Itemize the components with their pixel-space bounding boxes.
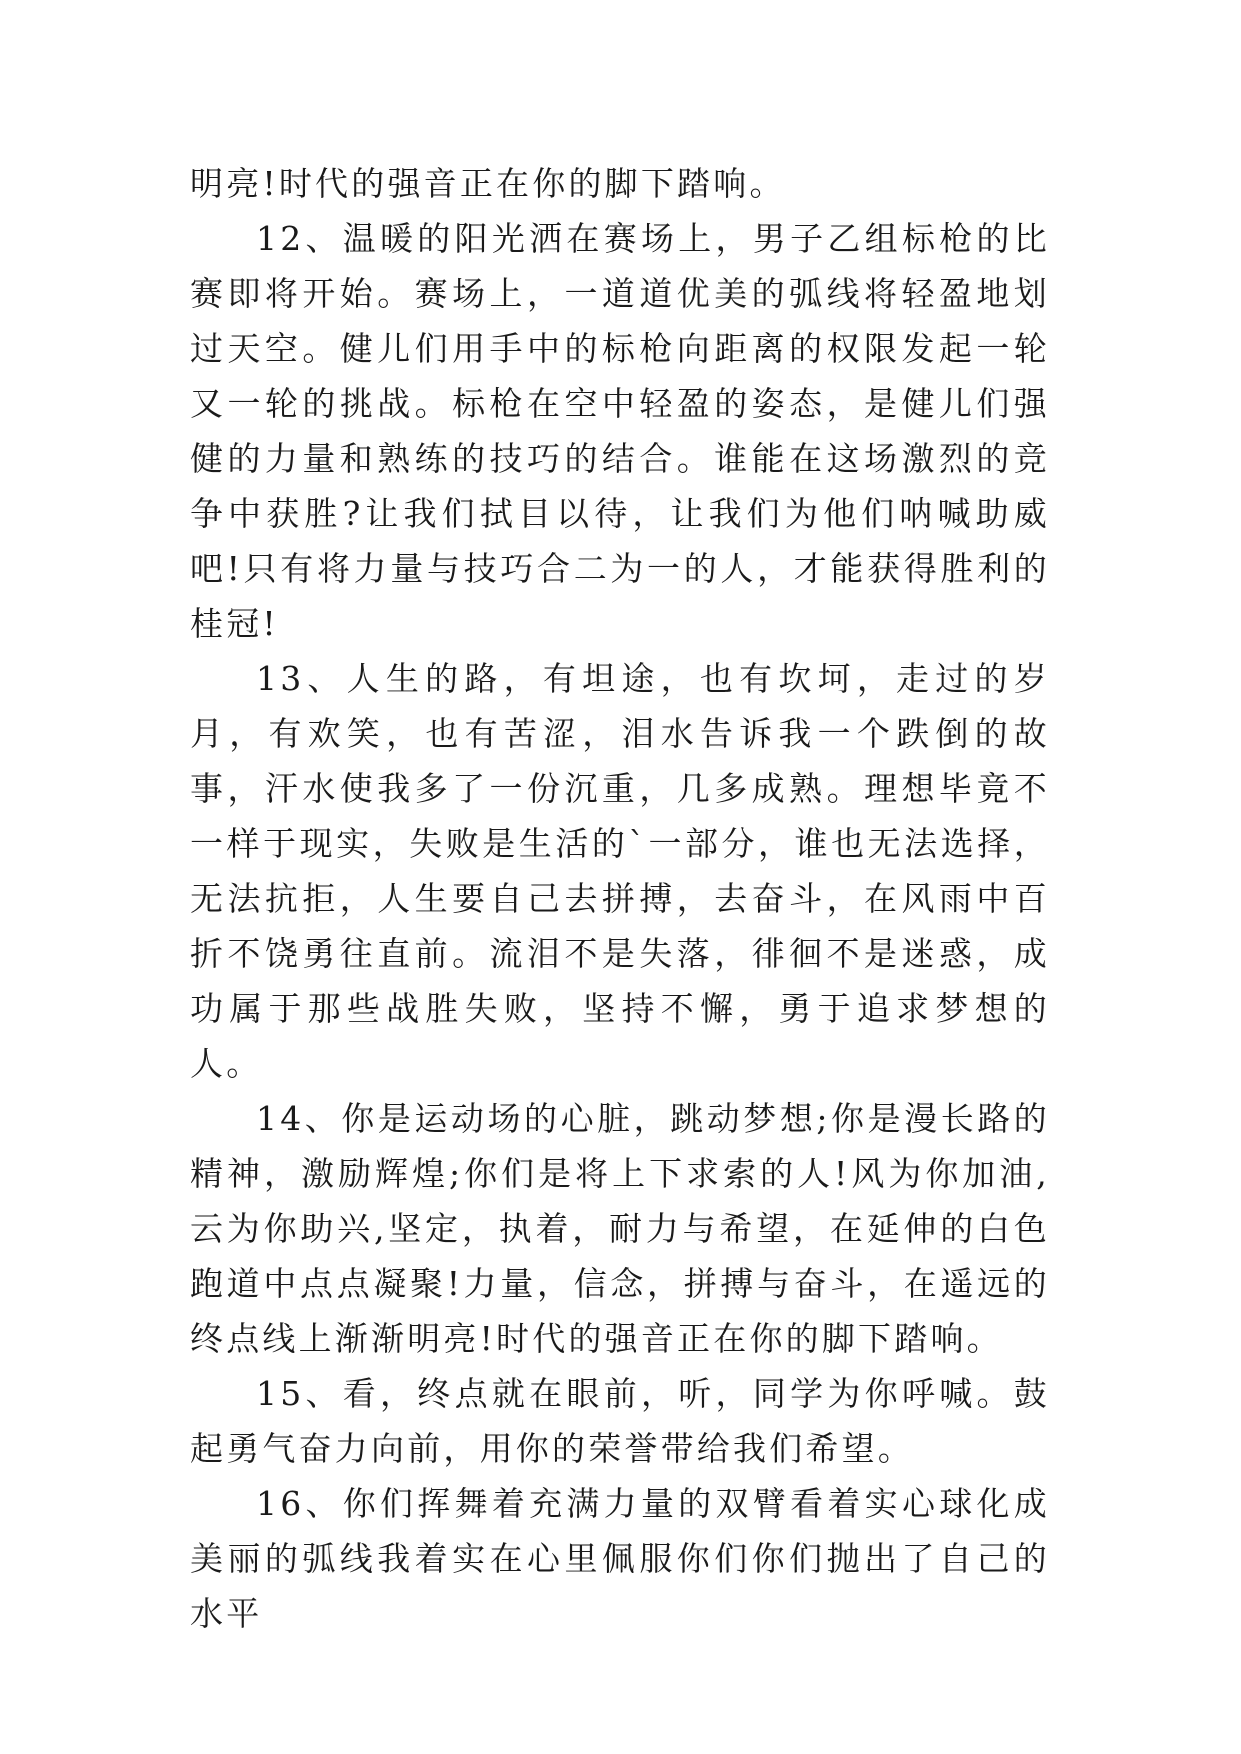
paragraph-12: 12、温暖的阳光洒在赛场上，男子乙组标枪的比赛即将开始。赛场上，一道道优美的弧线将轻盈地划过天空。健儿们用手中的标枪向距离的权限发起一轮又一轮的挑战。标枪在空中轻盈的姿态，是健儿们强健的力量和熟练的技巧的结合。谁能在这场激烈的竞争中获胜?让我们拭目以待，让我们为他们呐喊助威吧!只有将力量与技巧合二为一的人，才能获得胜利的桂冠! [190, 219, 1050, 643]
paragraph-16: 16、你们挥舞着充满力量的双臂看着实心球化成美丽的弧线我着实在心里佩服你们你们抛出了自己的水平 [190, 1484, 1050, 1633]
paragraph-15: 15、看，终点就在眼前，听，同学为你呼喊。鼓起勇气奋力向前，用你的荣誉带给我们希望。 [190, 1374, 1050, 1468]
document-body [190, 156, 1050, 1641]
paragraph-13: 13、人生的路，有坦途，也有坎坷，走过的岁月，有欢笑，也有苦涩，泪水告诉我一个跌倒的故事，汗水使我多了一份沉重，几多成熟。理想毕竟不一样于现实，失败是生活的`一部分，谁也无法选择，无法抗拒，人生要自己去拼搏，去奋斗，在风雨中百折不饶勇往直前。流泪不是失落，徘徊不是迷惑，成功属于那些战胜失败，坚持不懈，勇于追求梦想的人。 [190, 659, 1050, 1083]
paragraph-14: 14、你是运动场的心脏，跳动梦想;你是漫长路的精神，激励辉煌;你们是将上下求索的人!风为你加油,云为你助兴,坚定，执着，耐力与希望，在延伸的白色跑道中点点凝聚!力量，信念，拼搏与奋斗，在遥远的终点线上渐渐明亮!时代的强音正在你的脚下踏响。 [190, 1099, 1050, 1358]
paragraph-continuation: 明亮!时代的强音正在你的脚下踏响。 [190, 164, 786, 203]
